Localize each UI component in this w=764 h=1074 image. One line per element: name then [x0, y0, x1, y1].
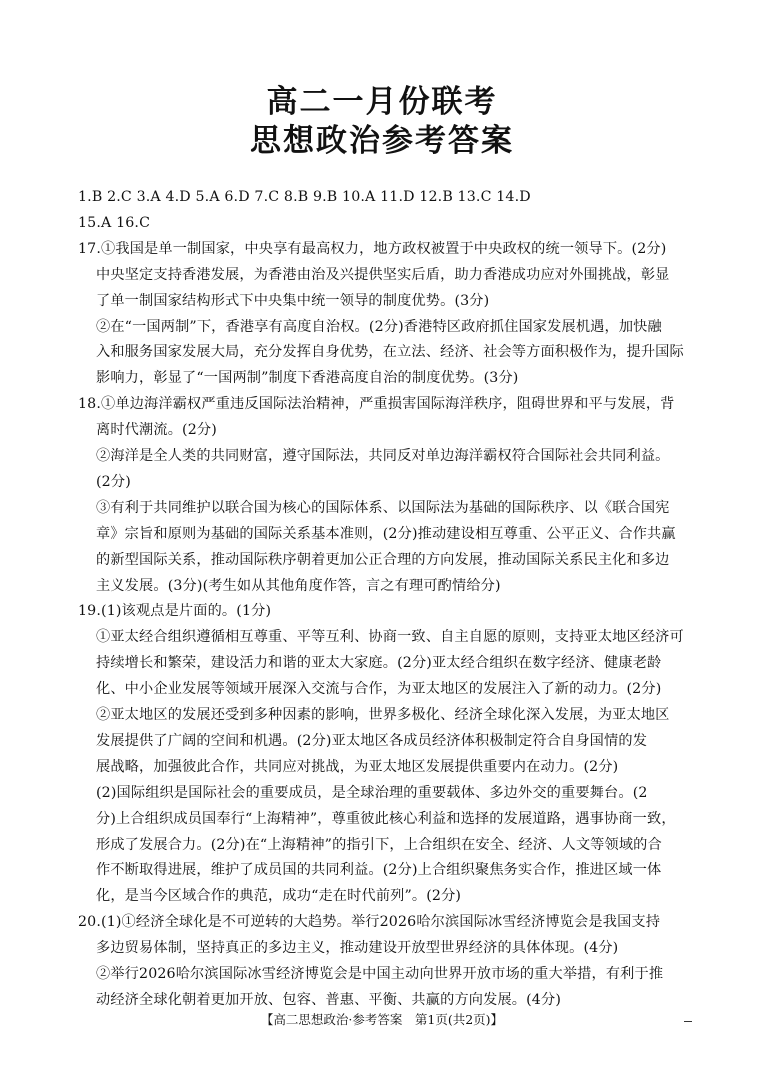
answer-line: ②在“一国两制”下，香港享有高度自治权。(2分)香港特区政府抓住国家发展机遇，加快融 — [96, 318, 662, 335]
page-footer: 【高二思想政治·参考答案 第1页(共2页)】 — [260, 1012, 504, 1027]
answer-line: 化、中小企业发展等领域开展深入交流与合作，为亚太地区的发展注入了新的动力。(2分) — [96, 681, 662, 698]
footer-dash-mark — [684, 1021, 692, 1022]
answer-line: 形成了发展合力。(2分)在“上海精神”的指引下，上合组织在安全、经济、人文等领域的合 — [96, 836, 662, 853]
answer-line: 15.A 16.C — [78, 214, 151, 231]
answer-line: (2分) — [96, 473, 131, 490]
answer-line: 多边贸易体制，坚持真正的多边主义，推动建设开放型世界经济的具体体现。(4分) — [96, 940, 619, 957]
answer-line: 20.(1)①经济全球化是不可逆转的大趋势。举行2026哈尔滨国际冰雪经济博览会是我国支持 — [78, 914, 661, 931]
answer-line: ②海洋是全人类的共同财富，遵守国际法，共同反对单边海洋霸权符合国际社会共同利益。 — [96, 448, 670, 464]
answer-line: ①亚太经合组织遵循相互尊重、平等互利、协商一致、自主自愿的原则，支持亚太地区经济可 — [96, 629, 684, 646]
answer-line: 1.B 2.C 3.A 4.D 5.A 6.D 7.C 8.B 9.B 10.A 11.D 12.B 13.C 14.D — [78, 189, 531, 205]
answer-line: ③有利于共同维护以联合国为核心的国际体系、以国际法为基础的国际秩序、以《联合国宪 — [96, 499, 670, 516]
exam-title: 高二一月份联考 — [266, 84, 498, 120]
answer-line: 动经济全球化朝着更加开放、包容、普惠、平衡、共赢的方向发展。(4分) — [96, 991, 562, 1008]
answer-line: 分)上合组织成员国奉行“上海精神”，尊重彼此核心利益和选择的发展道路，遇事协商一致， — [96, 810, 676, 827]
answer-line: 主义发展。(3分)(考生如从其他角度作答，言之有理可酌情给分) — [96, 577, 501, 594]
answer-line: ②举行2026哈尔滨国际冰雪经济博览会是中国主动向世界开放市场的重大举措，有利于推 — [96, 966, 664, 982]
answer-line: 持续增长和繁荣，建设活力和谐的亚太大家庭。(2分)亚太经合组织在数字经济、健康老龄 — [96, 655, 662, 672]
answer-line: (2)国际组织是国际社会的重要成员，是全球治理的重要载体、多边外交的重要舞台。(2 — [96, 784, 648, 801]
answer-line: 19.(1)该观点是片面的。(1分) — [78, 603, 272, 620]
answer-line: 中央坚定支持香港发展，为香港由治及兴提供坚实后盾，助力香港成功应对外围挑战，彰显 — [96, 266, 670, 283]
answer-line: 离时代潮流。(2分) — [96, 422, 217, 439]
answer-key-title: 思想政治参考答案 — [250, 123, 514, 159]
answer-line: 影响力，彰显了“一国两制”制度下香港高度自治的制度优势。(3分) — [96, 370, 519, 387]
answer-line: 发展提供了广阔的空间和机遇。(2分)亚太地区各成员经济体积极制定符合自身国情的发 — [96, 732, 648, 749]
answer-line: 展战略，加强彼此合作，共同应对挑战，为亚太地区发展提供重要内在动力。(2分) — [96, 758, 619, 775]
answer-line: 章》宗旨和原则为基础的国际关系基本准则，(2分)推动建设相互尊重、公平正义、合作共赢 — [96, 525, 676, 542]
answer-line: 18.①单边海洋霸权严重违反国际法治精神，严重损害国际海洋秩序，阻碍世界和平与发展，背 — [78, 396, 675, 413]
answer-line: 入和服务国家发展大局，充分发挥自身优势，在立法、经济、社会等方面积极作为，提升国际 — [96, 344, 684, 361]
answer-line: 了单一制国家结构形式下中央集中统一领导的制度优势。(3分) — [96, 292, 490, 309]
answer-line: ②亚太地区的发展还受到多种因素的影响，世界多极化、经济全球化深入发展，为亚太地区 — [96, 707, 670, 723]
answer-line: 的新型国际关系，推动国际秩序朝着更加公正合理的方向发展，推动国际关系民主化和多边 — [96, 551, 670, 568]
answer-line: 化，是当今区域合作的典范，成功“走在时代前列”。(2分) — [96, 888, 462, 905]
answer-line: 作不断取得进展，维护了成员国的共同利益。(2分)上合组织聚焦务实合作，推进区域一体 — [96, 862, 662, 879]
answer-line: 17.①我国是单一制国家，中央享有最高权力，地方政权被置于中央政权的统一领导下。(2分) — [78, 240, 667, 257]
